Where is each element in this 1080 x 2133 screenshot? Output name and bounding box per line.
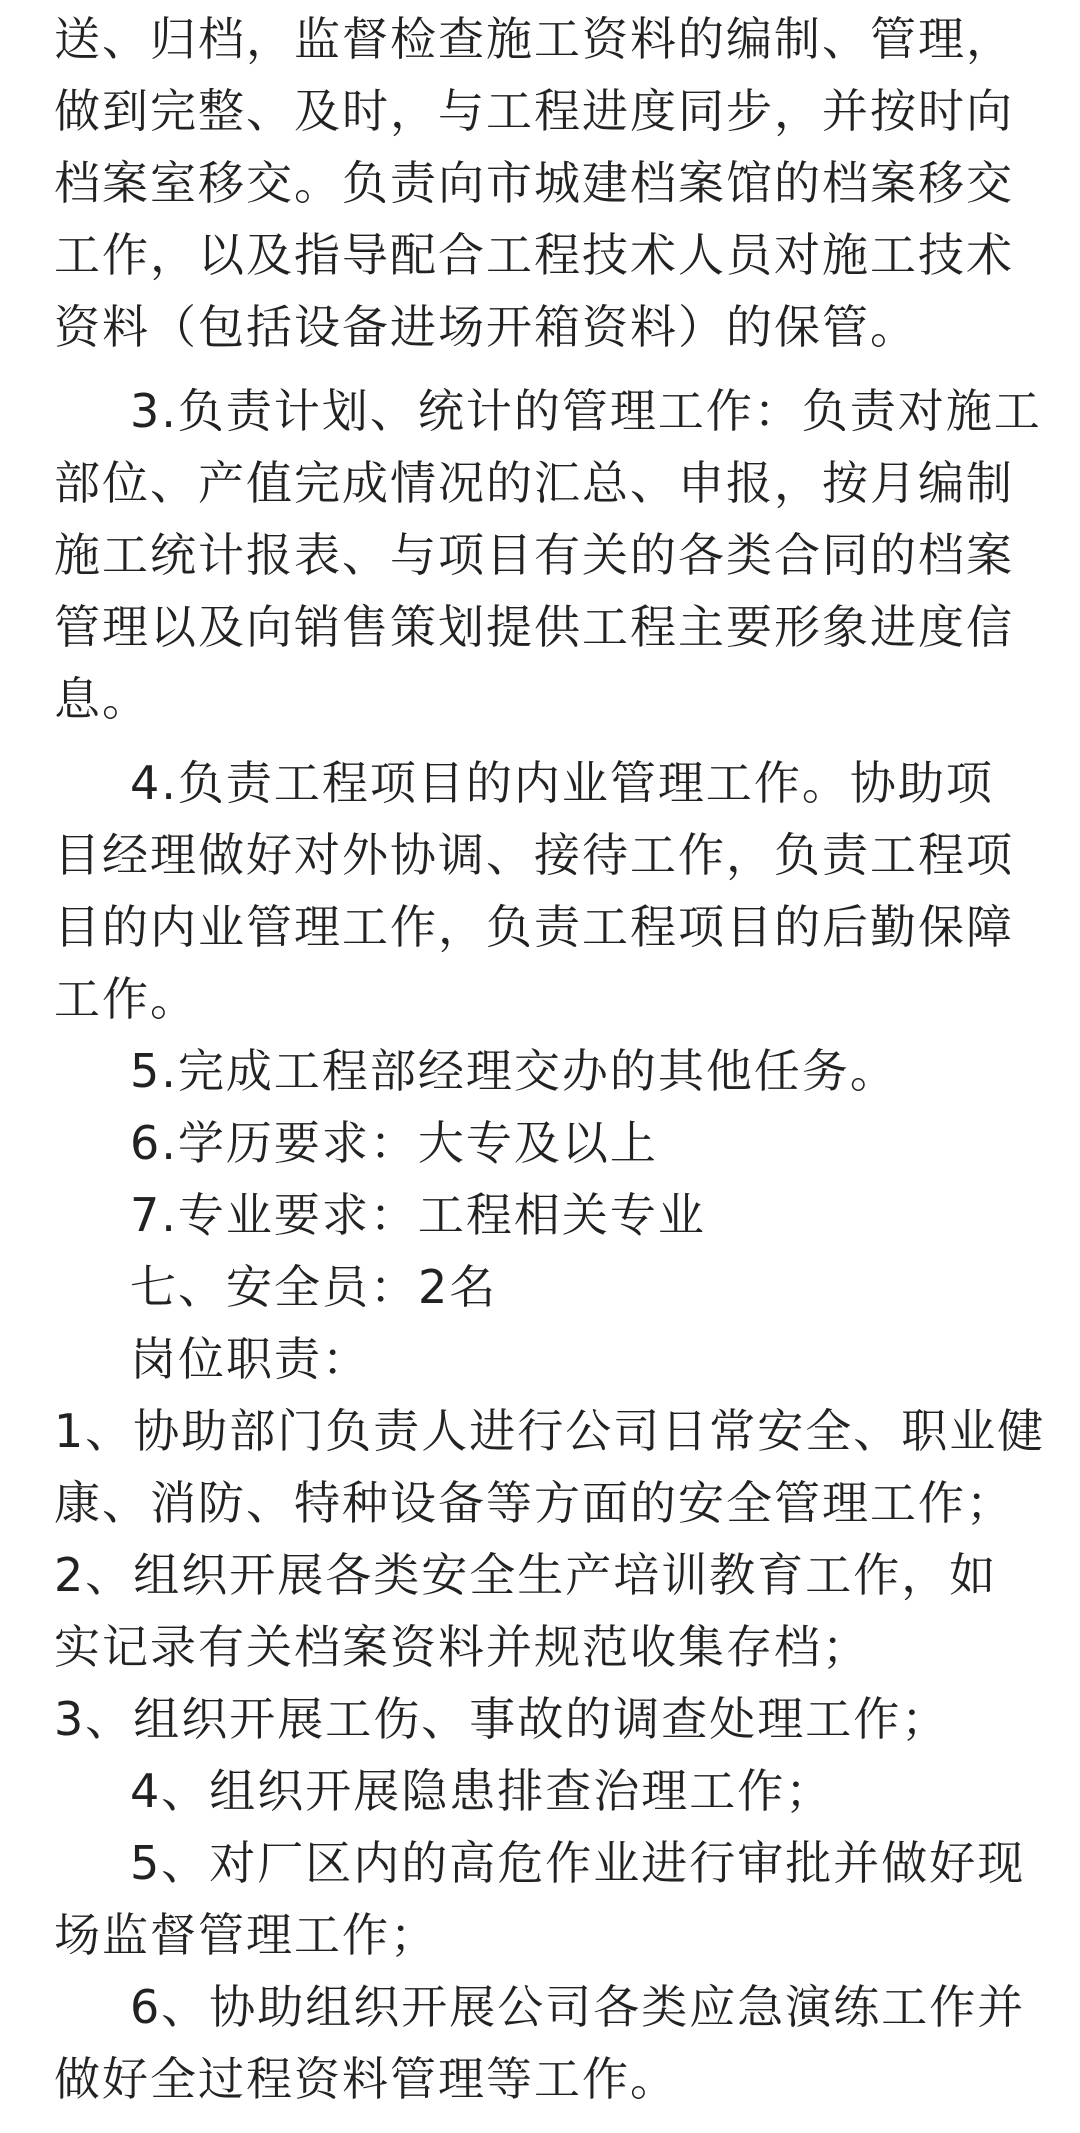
text-line: 5、对厂区内的高危作业进行审批并做好现 [130, 1836, 1026, 1890]
text-line: 管理以及向销售策划提供工程主要形象进度信 [54, 600, 1014, 654]
text-line: 目的内业管理工作，负责工程项目的后勤保障 [54, 900, 1014, 954]
text-line: 送、归档，监督检查施工资料的编制、管理， [54, 12, 1014, 66]
text-line: 岗位职责： [130, 1332, 370, 1386]
text-line: 2、组织开展各类安全生产培训教育工作，如 [54, 1548, 998, 1602]
text-line: 6.学历要求：大专及以上 [130, 1116, 658, 1170]
text-line: 息。 [54, 672, 150, 726]
text-line: 场监督管理工作； [54, 1908, 438, 1962]
text-line: 工作。 [54, 972, 198, 1026]
text-line: 4、组织开展隐患排查治理工作； [130, 1764, 834, 1818]
text-line: 做到完整、及时，与工程进度同步，并按时向 [54, 84, 1014, 138]
text-line: 6、协助组织开展公司各类应急演练工作并 [130, 1980, 1026, 2034]
text-line: 3、组织开展工伤、事故的调查处理工作； [54, 1692, 950, 1746]
text-line: 5.完成工程部经理交办的其他任务。 [130, 1044, 898, 1098]
text-line: 4.负责工程项目的内业管理工作。协助项 [130, 756, 994, 810]
text-line: 资料（包括设备进场开箱资料）的保管。 [54, 300, 918, 354]
text-line: 档案室移交。负责向市城建档案馆的档案移交 [54, 156, 1014, 210]
text-line: 目经理做好对外协调、接待工作，负责工程项 [54, 828, 1014, 882]
text-line: 做好全过程资料管理等工作。 [54, 2052, 678, 2106]
text-line: 1、协助部门负责人进行公司日常安全、职业健 [54, 1404, 1046, 1458]
text-line: 康、消防、特种设备等方面的安全管理工作； [54, 1476, 1014, 1530]
text-line: 7.专业要求：工程相关专业 [130, 1188, 706, 1242]
text-line: 部位、产值完成情况的汇总、申报，按月编制 [54, 456, 1014, 510]
text-line: 3.负责计划、统计的管理工作：负责对施工 [130, 384, 1042, 438]
text-line: 实记录有关档案资料并规范收集存档； [54, 1620, 870, 1674]
text-line: 施工统计报表、与项目有关的各类合同的档案 [54, 528, 1014, 582]
text-line: 工作，以及指导配合工程技术人员对施工技术 [54, 228, 1014, 282]
text-line: 七、安全员：2名 [130, 1260, 498, 1314]
